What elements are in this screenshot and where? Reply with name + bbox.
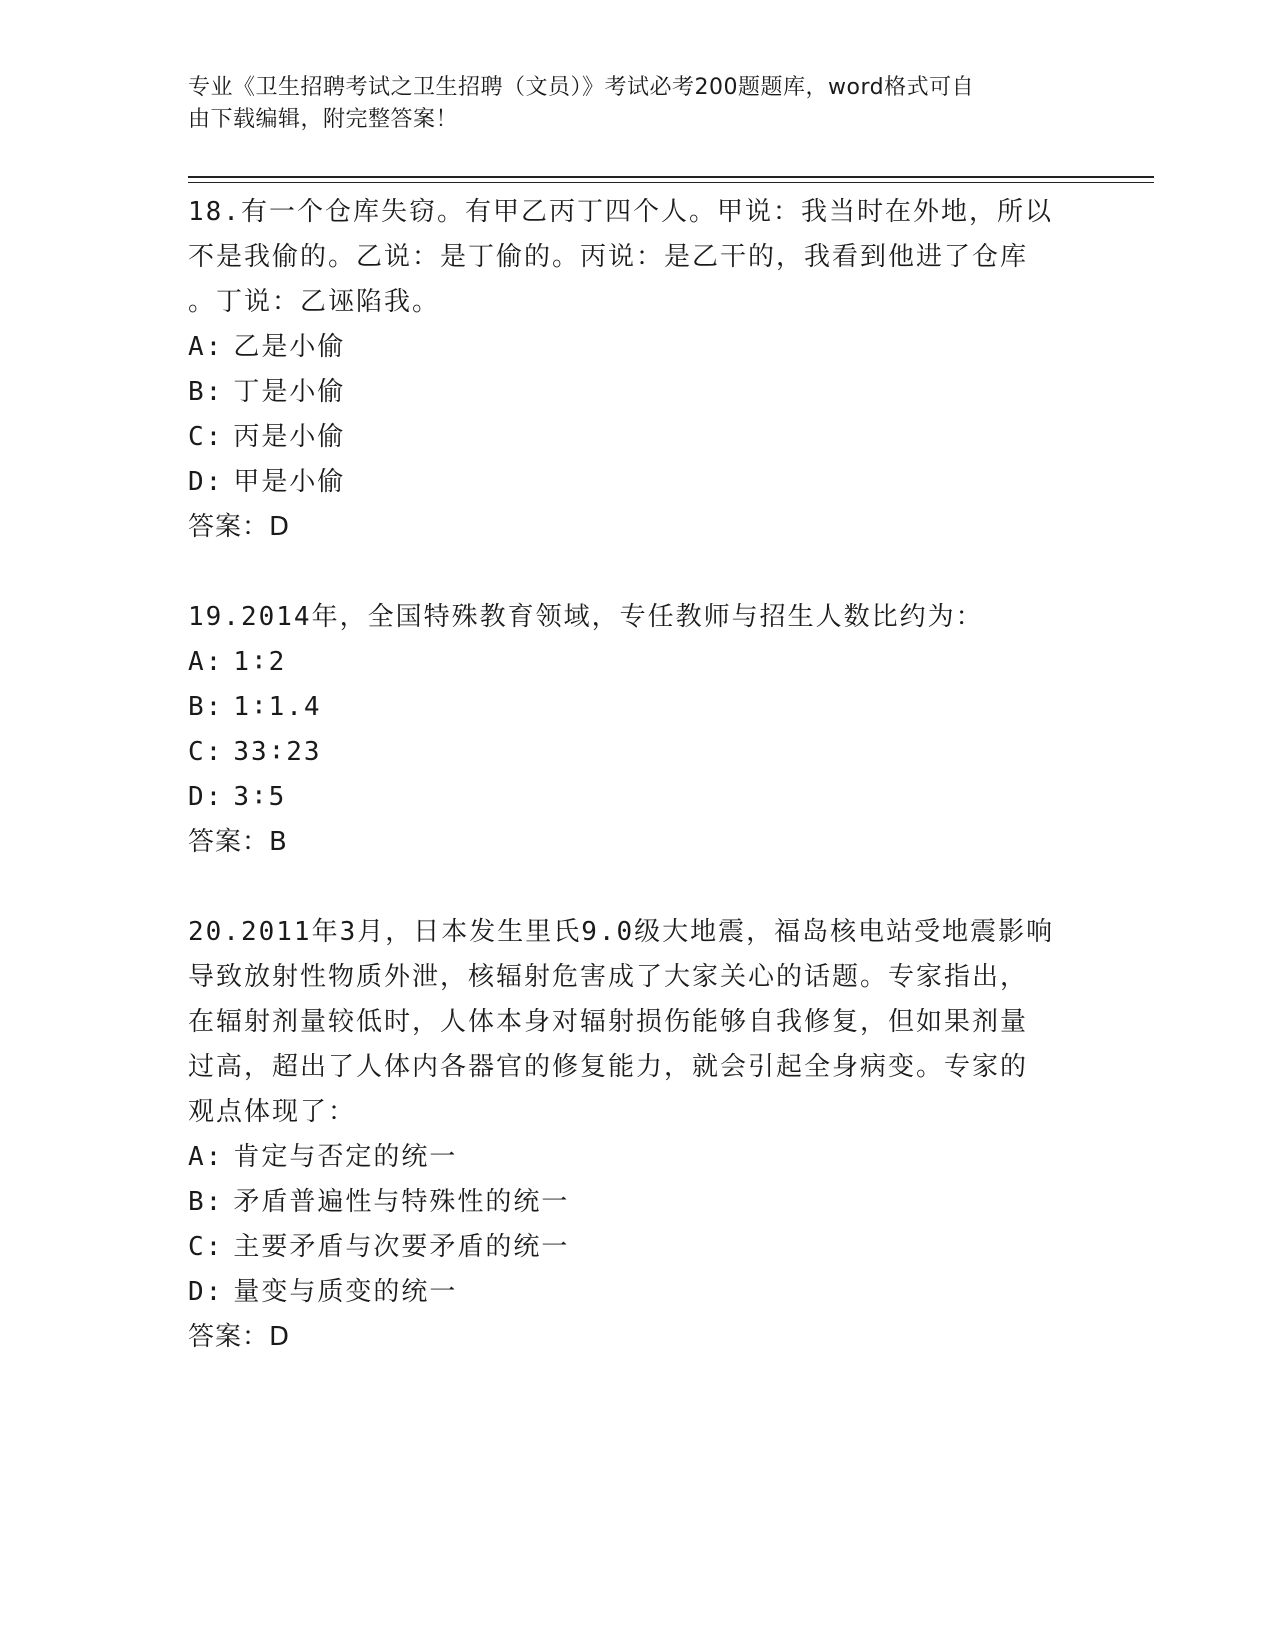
question-20 (188, 910, 1088, 1360)
stem-line: 在辐射剂量较低时，人体本身对辐射损伤能够自我修复，但如果剂量 (188, 1007, 1029, 1037)
option-c (188, 415, 1088, 460)
option-letter: C: (188, 737, 224, 767)
option-a (188, 325, 1088, 370)
answer-label: 答案：D (188, 512, 291, 542)
option-d (188, 460, 1088, 505)
stem-line: 过高，超出了人体内各器官的修复能力，就会引起全身病变。专家的 (188, 1052, 1029, 1082)
option-b (188, 370, 1088, 415)
option-letter: D: (188, 467, 224, 497)
document-header (188, 72, 1068, 136)
option-letter: B: (188, 377, 224, 407)
question-stem (188, 190, 1088, 325)
question-spacer (188, 865, 1088, 910)
stem-line: 20.2011年3月，日本发生里氏9.0级大地震，福岛核电站受地震影响 (188, 917, 1055, 947)
option-text: 矛盾普遍性与特殊性的统一 (233, 1187, 570, 1217)
option-b (188, 685, 1088, 730)
stem-line: 19.2014年，全国特殊教育领域，专任教师与招生人数比约为： (188, 602, 984, 632)
option-letter: C: (188, 422, 224, 452)
option-d (188, 1270, 1088, 1315)
stem-line: 18.有一个仓库失窃。有甲乙丙丁四个人。甲说：我当时在外地，所以 (188, 197, 1053, 227)
option-text: 33∶23 (233, 737, 322, 767)
option-text: 丙是小偷 (233, 422, 346, 452)
option-text: 肯定与否定的统一 (233, 1142, 458, 1172)
question-list (188, 190, 1088, 1360)
option-letter: C: (188, 1232, 224, 1262)
header-divider-thin (188, 182, 1154, 183)
stem-line: 观点体现了： (188, 1097, 357, 1127)
question-spacer (188, 550, 1088, 595)
question-stem (188, 595, 1088, 640)
option-letter: A: (188, 332, 224, 362)
option-a (188, 1135, 1088, 1180)
option-letter: D: (188, 1277, 224, 1307)
header-line-1: 专业《卫生招聘考试之卫生招聘（文员）》考试必考200题题库，word格式可自 (188, 75, 975, 100)
option-c (188, 1225, 1088, 1270)
option-text: 主要矛盾与次要矛盾的统一 (233, 1232, 570, 1262)
option-letter: D: (188, 782, 224, 812)
option-letter: A: (188, 647, 224, 677)
option-c (188, 730, 1088, 775)
option-text: 丁是小偷 (233, 377, 346, 407)
stem-line: 。丁说：乙诬陷我。 (188, 287, 441, 317)
question-stem (188, 910, 1088, 1135)
question-19 (188, 595, 1088, 865)
option-a (188, 640, 1088, 685)
option-letter: B: (188, 692, 224, 722)
option-text: 1∶2 (233, 647, 287, 677)
answer-label: 答案：B (188, 827, 288, 857)
stem-line: 导致放射性物质外泄，核辐射危害成了大家关心的话题。专家指出， (188, 962, 1029, 992)
option-text: 1∶1.4 (233, 692, 322, 722)
option-text: 3∶5 (233, 782, 287, 812)
option-letter: B: (188, 1187, 224, 1217)
question-18 (188, 190, 1088, 550)
stem-line: 不是我偷的。乙说：是丁偷的。丙说：是乙干的，我看到他进了仓库 (188, 242, 1029, 272)
option-d (188, 775, 1088, 820)
option-text: 量变与质变的统一 (233, 1277, 458, 1307)
header-line-2: 由下载编辑，附完整答案！ (188, 107, 459, 132)
option-letter: A: (188, 1142, 224, 1172)
answer-label: 答案：D (188, 1322, 291, 1352)
option-text: 乙是小偷 (233, 332, 346, 362)
header-divider-thick (188, 176, 1154, 178)
option-text: 甲是小偷 (233, 467, 346, 497)
option-b (188, 1180, 1088, 1225)
